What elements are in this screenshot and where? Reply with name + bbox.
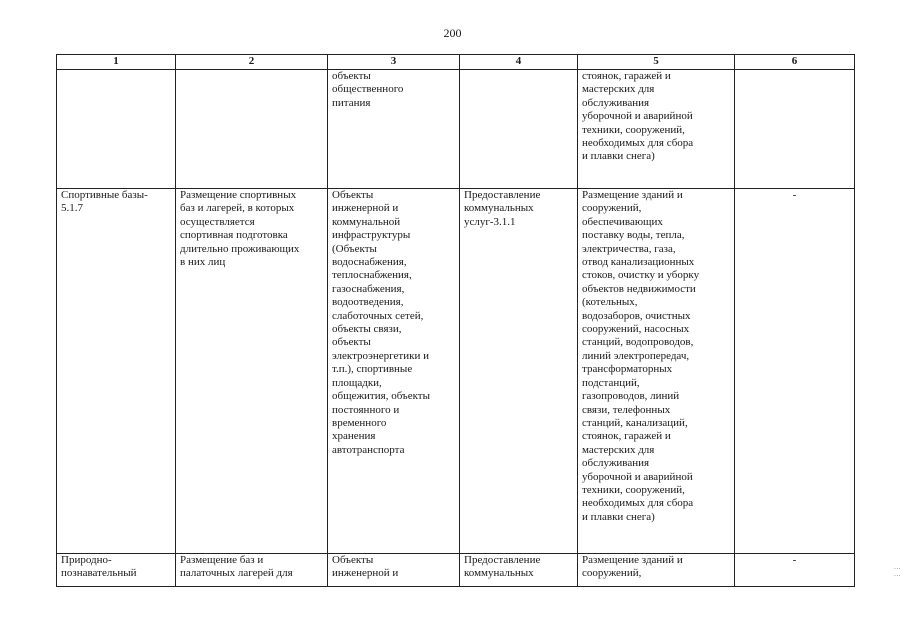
table-cell [735,189,855,554]
cell-text: стоянок, гаражей и мастерских для обслуживания уборочной и аварийной техники, сооружений, необходимых для сбора и плавки снега) [582,70,694,163]
column-header-2: 2 [176,55,328,70]
table-cell [460,189,578,554]
table-header-row [57,55,855,70]
scan-margin-mark: ⋮⋮ [893,565,901,579]
column-header-6: 6 [735,55,855,70]
table-cell [328,554,460,587]
cell-text: Размещение зданий и сооружений, обеспечивающих поставку воды, тепла, электричества, газа, отвод канализационных стоков, очистку и уборку объектов недвижимости (котельных, водозаборов, очистных сооружений, насосных станций, водопроводов, линий электропередач, трансформаторных подстанций, газопроводов, линий связи, телефонных станций, канализаций, стоянок, гаражей и мастерских для обслуживания уборочной и аварийной техники, сооружений, необходимых для сбора и плавки снега) [582,189,700,523]
cell-text: - [792,189,797,201]
table-cell [460,554,578,587]
table-cell [578,70,735,189]
table-cell [176,554,328,587]
table-cell [328,189,460,554]
table-cell [328,70,460,189]
table-cell [735,554,855,587]
table-cell [57,554,176,587]
cell-text: Предоставление коммунальных услуг-3.1.1 [464,189,541,228]
cell-text: Объекты инженерной и коммунальной инфраструктуры (Объекты водоснабжения, теплоснабжения, газоснабжения, водоотведения, слаботочных сетей, объекты связи, объекты электроэнергетики и т.п.), спортивные площадки, общежития, объекты постоянного и временного хранения автотранспорта [332,189,430,456]
cell-text: Предоставление коммунальных [464,554,541,580]
table-cell [735,70,855,189]
table-cell [176,70,328,189]
cell-text: Размещение спортивных баз и лагерей, в которых осуществляется спортивная подготовка длительно проживающих в них лиц [180,189,300,269]
cell-text: Размещение баз и палаточных лагерей для [180,554,293,580]
zoning-table [56,54,855,587]
table-cell [578,189,735,554]
cell-text: Спортивные базы- 5.1.7 [61,189,148,215]
table-cell [176,189,328,554]
table-cell [57,70,176,189]
column-header-5: 5 [578,55,735,70]
cell-text: Природно- познавательный [61,554,137,580]
table-cell [578,554,735,587]
column-header-1: 1 [57,55,176,70]
table-row [57,70,855,189]
cell-text: объекты общественного питания [332,70,404,109]
page-number: 200 [443,26,462,40]
table-row [57,189,855,554]
cell-text: - [792,554,797,566]
cell-text: Размещение зданий и сооружений, [582,554,683,580]
table-cell [460,70,578,189]
column-header-3: 3 [328,55,460,70]
column-header-4: 4 [460,55,578,70]
table-cell [57,189,176,554]
cell-text: Объекты инженерной и [332,554,399,580]
table-row [57,554,855,587]
